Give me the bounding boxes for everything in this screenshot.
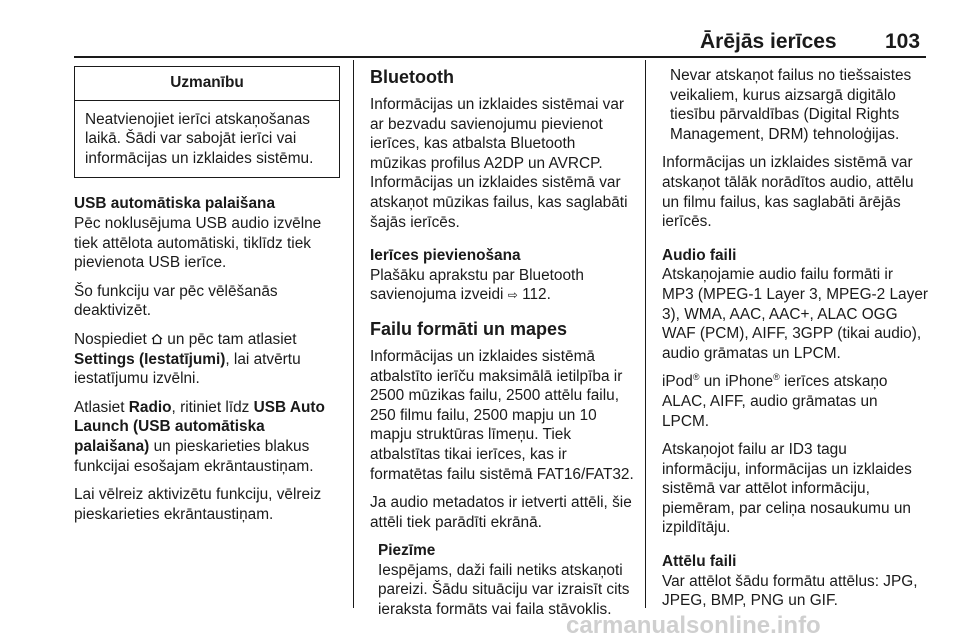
- device-connect-text: [370, 266, 636, 306]
- usb-paragraph-5: Lai vēlreiz aktivizētu funkciju, vēlreiz pieskarieties ekrāntaustiņam.: [74, 486, 322, 523]
- file-formats-paragraph-1: Informācijas un izklaides sistēmā atbalstīto ierīču maksimālā ietilpība ir 2500 mūzikas failu, 2500 attēlu failu, 250 filmu failu, 2500 mapju un 10 mapju struktūras līmeņu. Tiek atbalstītas tikai ierīces, kas ir formatētas failu sistēmā FAT16/FAT32.: [370, 347, 634, 483]
- file-formats-paragraph-2: Ja audio metadatos ir ietverti attēli, šie attēli tiek parādīti ekrānā.: [370, 494, 632, 531]
- usb-auto-launch-label: USB Auto Launch (USB automātiska palaišana): [74, 398, 325, 455]
- image-files-heading: Attēlu faili: [662, 553, 737, 571]
- column-divider-2: [645, 60, 646, 608]
- usb-p3-text-a: Nospiediet: [74, 330, 147, 348]
- device-connect-sentence: Plašāku aprakstu par Bluetooth savienojuma izveidi: [370, 266, 584, 304]
- usb-autolaunch-heading: USB automātiska palaišana: [74, 195, 276, 213]
- audio-p2-text-b: ierīces atskaņo ALAC, AIFF, audio grāmatas un LPCM.: [662, 373, 888, 430]
- note-text: Iespējams, daži faili netiks atskaņoti pareizi. Šādu situāciju var izraisīt cits ieraksta formāts vai faila stāvoklis.: [378, 561, 630, 619]
- image-files-paragraph: Var attēlot šādu formātu attēlus: JPG, JPEG, BMP, PNG un GIF.: [662, 572, 918, 610]
- registered-mark: ®: [773, 372, 780, 383]
- bluetooth-paragraph: Informācijas un izklaides sistēmai var ar bezvadu savienojumu pievienot ierīces, kas atbalsta Bluetooth mūzikas profilus A2DP un AVRCP. Informācijas un izklaides sistēmā var atskaņot mūzikas failus, kas saglabāti šajās ierīcēs.: [370, 96, 628, 231]
- audio-paragraph-1: Atskaņojamie audio failu formāti ir MP3 (MPEG-1 Layer 3, MPEG-2 Layer 3), WMA, AAC, AAC+, ALAC OGG WAF (PCM), AIFF, 3GPP (tikai audio), audio grāmatas un LPCM.: [662, 266, 928, 362]
- usb-p4-text-b: , ritiniet līdz: [171, 398, 250, 416]
- column-2: [370, 66, 636, 620]
- usb-p4-text-c: un pieskarieties blakus funkcijai esošajam ekrāntaustiņam.: [74, 437, 314, 475]
- page-reference-number: 112.: [522, 286, 551, 304]
- header-title: Ārējās ierīces: [700, 30, 837, 53]
- bluetooth-heading: Bluetooth: [370, 67, 454, 87]
- caution-box: [74, 66, 340, 178]
- watermark: carmanualsonline.info: [566, 612, 821, 639]
- file-formats-heading: Failu formāti un mapes: [370, 318, 568, 339]
- column-divider-1: [353, 60, 354, 608]
- home-icon: [151, 333, 163, 345]
- usb-paragraph-4: [74, 398, 340, 476]
- column-3: [662, 66, 928, 620]
- ipod-label: iPod: [662, 373, 693, 391]
- usb-paragraph-2: Šo funkciju var pēc vēlēšanās deaktivizēt.: [74, 282, 278, 320]
- note-box: [370, 541, 636, 619]
- caution-text: Neatvienojiet ierīci atskaņošanas laikā. Šādi var sabojāt ierīci vai informācijas un izklaides sistēmu.: [85, 110, 314, 167]
- usb-paragraph-3: [74, 330, 340, 389]
- audio-p2-text-a: un iPhone: [703, 373, 774, 391]
- column-1: [74, 66, 340, 533]
- header-rule: [74, 56, 926, 58]
- caution-title: Uzmanību: [75, 67, 339, 101]
- audio-files-heading: Audio faili: [662, 246, 737, 264]
- playback-paragraph: Informācijas un izklaides sistēmā var atskaņot tālāk norādītos audio, attēlu un filmu failus, kas saglabāti ārējās ierīcēs.: [662, 154, 914, 231]
- audio-paragraph-3: Atskaņojot failu ar ID3 tagu informāciju, informācijas un izklaides sistēmā var attēlot informāciju, piemēram, par celiņa nosaukumu un izpildītāju.: [662, 441, 912, 537]
- page-reference-arrow-icon: ⇨: [507, 288, 518, 303]
- registered-mark: ®: [692, 372, 700, 383]
- device-connect-heading: Ierīces pievienošana: [370, 247, 521, 265]
- drm-note: Nevar atskaņot failus no tiešsaistes veikaliem, kurus aizsargā digitālo tiesību pārvaldības (Digital Rights Management, DRM) tehnoloģijas.: [670, 67, 912, 143]
- usb-p4-text-a: Atlasiet: [74, 398, 125, 416]
- usb-paragraph-1: Pēc noklusējuma USB audio izvēlne tiek attēlota automātiski, tiklīdz tiek pievienota USB ierīce.: [74, 214, 322, 272]
- settings-menu-label: Settings (Iestatījumi): [74, 350, 226, 368]
- page-number: 103: [885, 30, 921, 53]
- note-title: Piezīme: [378, 542, 436, 560]
- usb-p3-text-b: un pēc tam atlasiet: [167, 330, 297, 348]
- usb-p3-text-c: , lai atvērtu iestatījumu izvēlni.: [74, 350, 301, 388]
- audio-paragraph-2: [662, 372, 928, 431]
- radio-menu-label: Radio: [128, 398, 172, 416]
